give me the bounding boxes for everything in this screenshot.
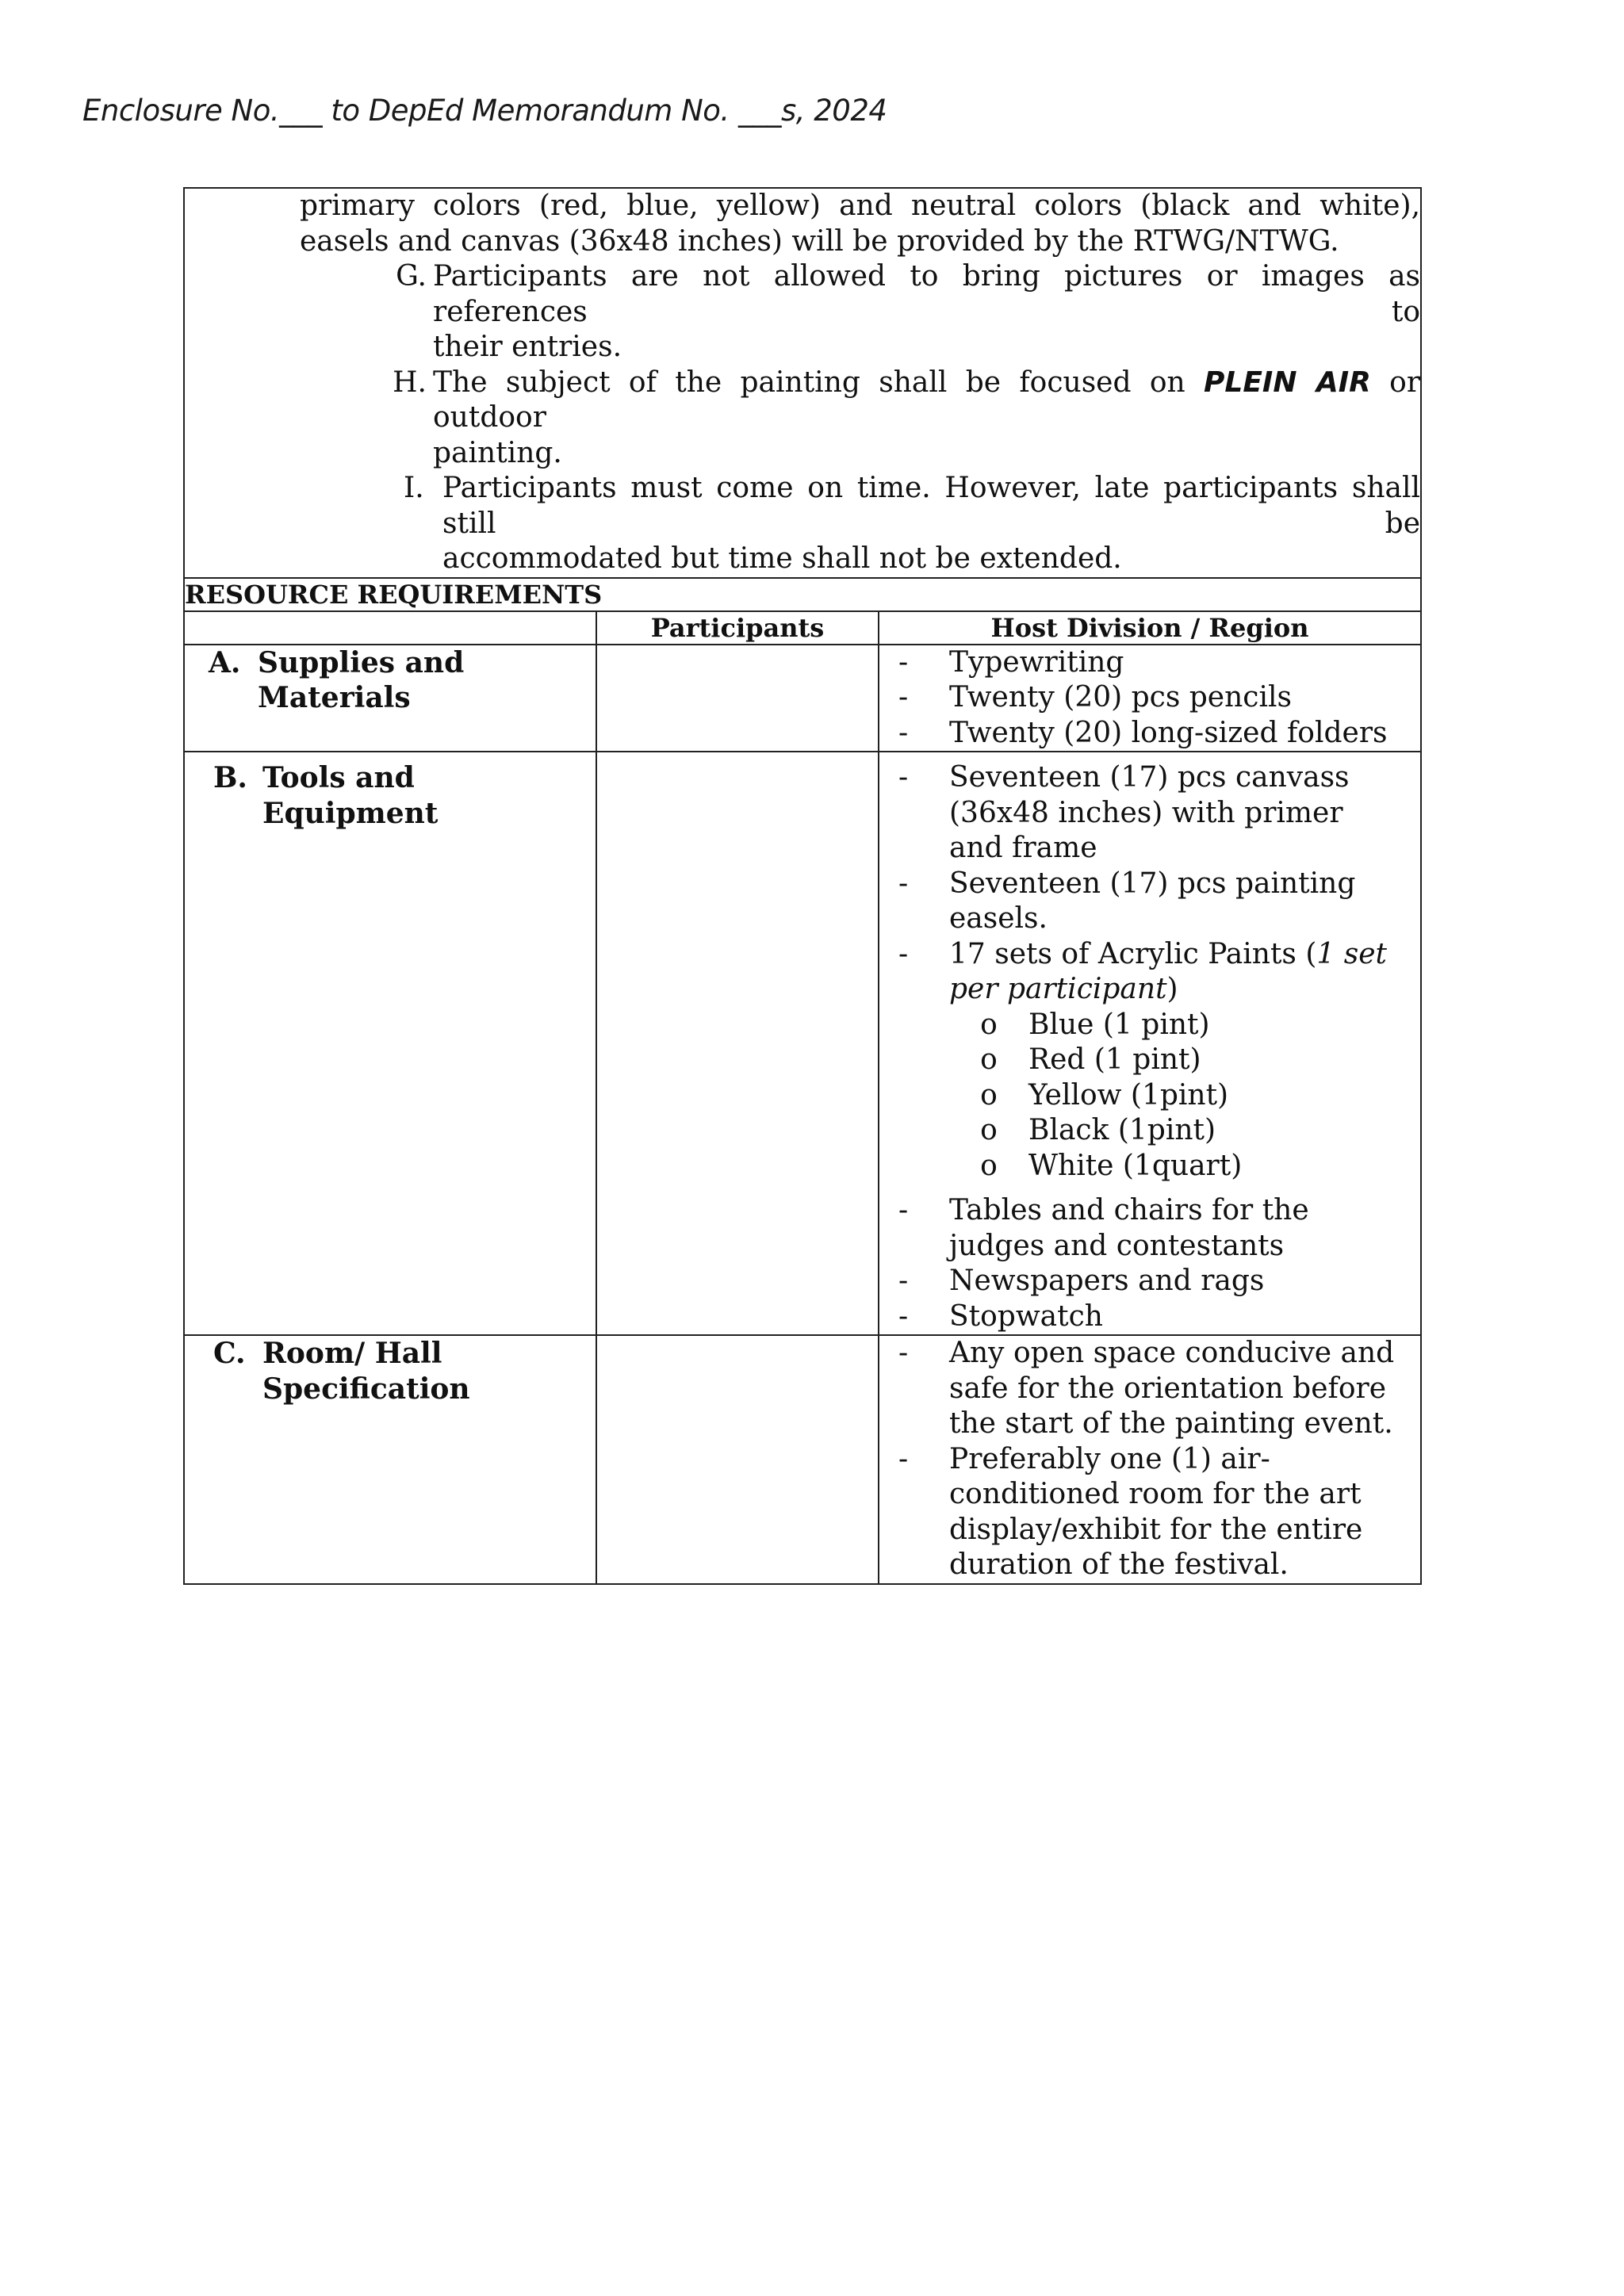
paint-item: o Black (1pint) [980, 1114, 1216, 1146]
empty-header-cell [184, 611, 596, 645]
item-label: G. [396, 260, 427, 293]
item-text: their entries. [433, 331, 622, 363]
list-item: - 17 sets of Acrylic Paints (1 set per participant) [898, 937, 1387, 1005]
intro-continued-line: easels and canvas (36x48 inches) will be provided by the RTWG/NTWG. [300, 224, 1339, 258]
list-item: - Tables and chairs for the judges and contestants [898, 1194, 1309, 1262]
participants-header: Participants [596, 611, 879, 645]
list-item: - Twenty (20) pcs pencils [898, 681, 1292, 714]
room-participants-cell [596, 1335, 879, 1584]
room-host-cell [879, 1335, 1421, 1584]
page-header: Enclosure No.___ to DepEd Memorandum No. ___s, 2024 [82, 94, 887, 128]
intro-row [184, 188, 1421, 578]
supplies-label: A. Supplies and Materials [184, 645, 596, 752]
intro-continued-line: primary colors (red, blue, yellow) and neutral colors (black and white), [300, 189, 1421, 222]
list-item: - Newspapers and rags [898, 1265, 1265, 1297]
intro-cell [184, 188, 1421, 578]
paint-item: o Blue (1 pint) [980, 1008, 1210, 1041]
item-text: accommodated but time shall not be extended. [442, 542, 1122, 575]
paint-item: o Red (1 pint) [980, 1043, 1201, 1076]
document-table [183, 187, 1422, 1585]
supplies-participants-cell [596, 645, 879, 752]
paint-item: o Yellow (1pint) [980, 1078, 1229, 1112]
list-item: - Any open space conducive and safe for the orientation before the start of the painting event. [898, 1337, 1395, 1440]
column-header-row [184, 611, 1421, 645]
supplies-host-cell [879, 645, 1421, 752]
item-text: Participants are not allowed to bring pictures or images as references to [433, 260, 1421, 328]
resource-requirements-title: RESOURCE REQUIREMENTS [184, 578, 1421, 611]
item-text: painting. [433, 436, 562, 469]
supplies-row [184, 645, 1421, 752]
host-header: Host Division / Region [879, 611, 1421, 645]
tools-label: B. Tools and Equipment [184, 752, 596, 1335]
room-row [184, 1335, 1421, 1584]
resource-title-row [184, 578, 1421, 611]
item-label: I. [404, 472, 424, 504]
room-label: C. Room/ Hall Specification [184, 1335, 596, 1584]
list-item: - Seventeen (17) pcs painting easels. [898, 867, 1356, 935]
plein-air-emphasis: PLEIN AIR [1204, 365, 1371, 399]
item-text: Participants must come on time. However, late participants shall still be [442, 472, 1421, 540]
list-item: - Stopwatch [898, 1299, 1103, 1333]
list-item: - Typewriting [898, 645, 1124, 679]
tools-host-cell [879, 752, 1421, 1335]
intro-item-g [185, 259, 1420, 365]
intro-item-i [185, 471, 1420, 577]
tools-row [184, 752, 1421, 1335]
tools-participants-cell [596, 752, 879, 1335]
list-item: - Seventeen (17) pcs canvass (36x48 inches) with primer and frame [898, 761, 1350, 864]
intro-item-h [185, 365, 1420, 472]
list-item: - Preferably one (1) air- conditioned room for the art display/exhibit for the entire duration of the festival. [898, 1442, 1363, 1581]
paint-item: o White (1quart) [980, 1149, 1243, 1182]
item-label: H. [393, 365, 427, 399]
list-item: - Twenty (20) long-sized folders [898, 716, 1388, 749]
item-text: The subject of the painting shall be focused on PLEIN AIR or outdoor [433, 365, 1421, 434]
